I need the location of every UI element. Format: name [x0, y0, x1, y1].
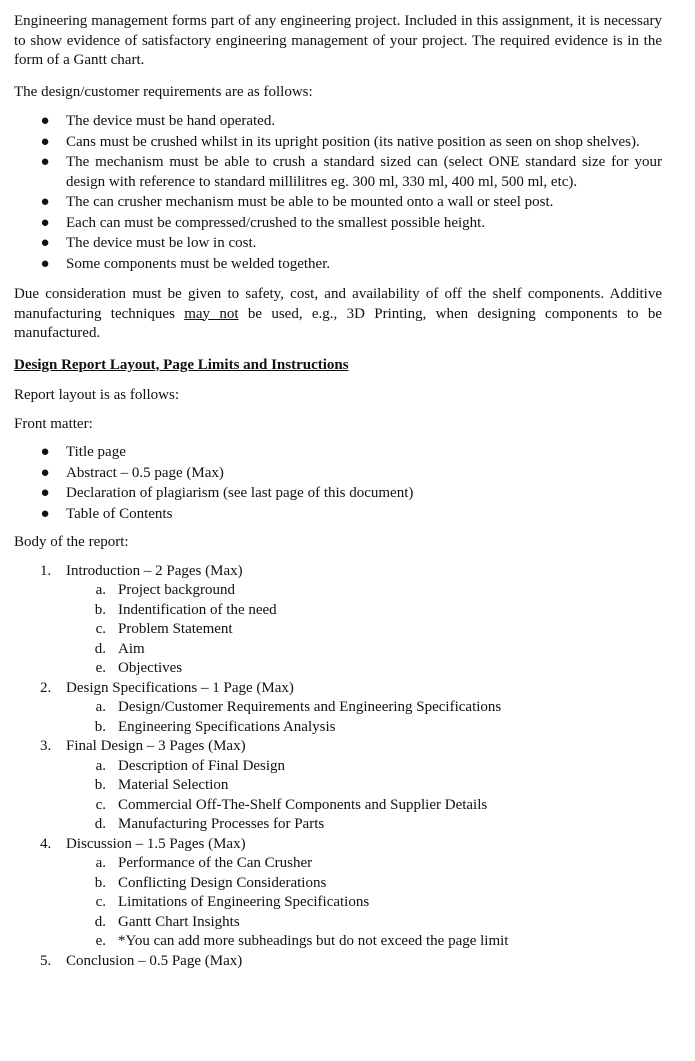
list-item: d. Gantt Chart Insights [94, 913, 240, 930]
bullet-icon: ● [40, 194, 50, 210]
layout-intro: Report layout is as follows: [14, 387, 179, 403]
list-item: ● Abstract – 0.5 page (Max) [14, 464, 662, 484]
consideration-paragraph: Due consideration must be given to safety, cost, and availability of off the shelf components. Additive manufacturing techniques may not be used, e.g., 3D Printing, when designing components to be manufactured. [14, 286, 662, 341]
requirements-intro: The design/customer requirements are as follows: [14, 83, 313, 100]
bullet-icon: ● [40, 255, 50, 272]
body-list [14, 562, 662, 972]
list-item: ● Each can must be compressed/crushed to the smallest possible height. [14, 214, 662, 234]
list-item: b. Indentification of the need [94, 601, 277, 618]
list-number: 4. [40, 835, 52, 852]
list-item: d. Manufacturing Processes for Parts [94, 816, 325, 832]
list-item: b. Material Selection [94, 777, 229, 793]
bullet-icon: ● [40, 444, 50, 460]
bullet-icon: ● [40, 464, 50, 481]
section-title: Conclusion – 0.5 Page (Max) [66, 952, 243, 969]
list-item: a. Design/Customer Requirements and Engineering Specifications [95, 699, 502, 715]
list-item: ● The mechanism must be able to crush a standard sized can (select ONE standard size for your design with reference to standard millilitres eg. 300 ml, 330 ml, 400 ml, 500 ml, etc). [14, 153, 662, 192]
list-item: c. Problem Statement [95, 621, 233, 637]
front-matter-list [14, 443, 662, 524]
list-number: 1. [40, 562, 52, 579]
list-item: a. Project background [95, 582, 236, 598]
list-item [14, 835, 662, 952]
bullet-icon: ● [40, 133, 50, 150]
front-matter-label: Front matter: [14, 415, 93, 432]
list-item: d. Aim [94, 640, 145, 657]
bullet-icon: ● [40, 235, 50, 251]
list-item: ● Table of Contents [14, 505, 662, 525]
list-item: b. Conflicting Design Considerations [94, 874, 327, 891]
intro-paragraph: Engineering management forms part of any engineering project. Included in this assignment, it is necessary to show evidence of satisfactory engineering management of your project. The required evidence is in the form of a Gantt chart. [14, 13, 662, 68]
requirements-list [14, 112, 662, 274]
underlined-phrase: may not [184, 305, 239, 322]
list-item: ● Some components must be welded together. [14, 255, 662, 275]
list-item: ● Declaration of plagiarism (see last page of this document) [14, 484, 662, 504]
list-number: 2. [40, 679, 52, 696]
sub-list [66, 581, 662, 679]
body-label: Body of the report: [14, 534, 129, 550]
section-title: Final Design – 3 Pages (Max) [66, 738, 246, 754]
section-title: Discussion – 1.5 Pages (Max) [66, 835, 246, 852]
list-item [14, 952, 662, 972]
bullet-icon: ● [40, 485, 50, 501]
list-item: ● The device must be low in cost. [14, 234, 662, 254]
list-item: e. *You can add more subheadings but do not exceed the page limit [95, 933, 509, 949]
bullet-icon: ● [40, 505, 50, 522]
list-number: 5. [40, 952, 52, 969]
bullet-icon: ● [40, 113, 50, 129]
list-item: a. Description of Final Design [95, 757, 286, 774]
list-item [14, 679, 662, 738]
list-item [14, 737, 662, 835]
section-heading: Design Report Layout, Page Limits and Instructions [14, 356, 349, 373]
list-item: ● Title page [14, 443, 662, 463]
sub-list [66, 854, 662, 952]
bullet-icon: ● [40, 214, 50, 231]
list-item: c. Limitations of Engineering Specifications [95, 894, 370, 910]
sub-list [66, 698, 662, 737]
list-item: a. Performance of the Can Crusher [95, 855, 313, 871]
list-item: e. Objectives [95, 660, 183, 676]
section-title: Design Specifications – 1 Page (Max) [66, 679, 294, 696]
bullet-icon: ● [40, 154, 50, 170]
list-item: c. Commercial Off-The-Shelf Components and Supplier Details [95, 796, 488, 813]
document-page [14, 12, 662, 971]
list-item: ● Cans must be crushed whilst in its upright position (its native position as seen on shop shelves). [14, 133, 662, 153]
list-item: ● The device must be hand operated. [14, 112, 662, 132]
sub-list [66, 757, 662, 835]
list-number: 3. [40, 738, 52, 754]
section-title: Introduction – 2 Pages (Max) [66, 562, 243, 579]
list-item [14, 562, 662, 679]
list-item: ● The can crusher mechanism must be able to be mounted onto a wall or steel post. [14, 193, 662, 213]
list-item: b. Engineering Specifications Analysis [94, 718, 336, 735]
